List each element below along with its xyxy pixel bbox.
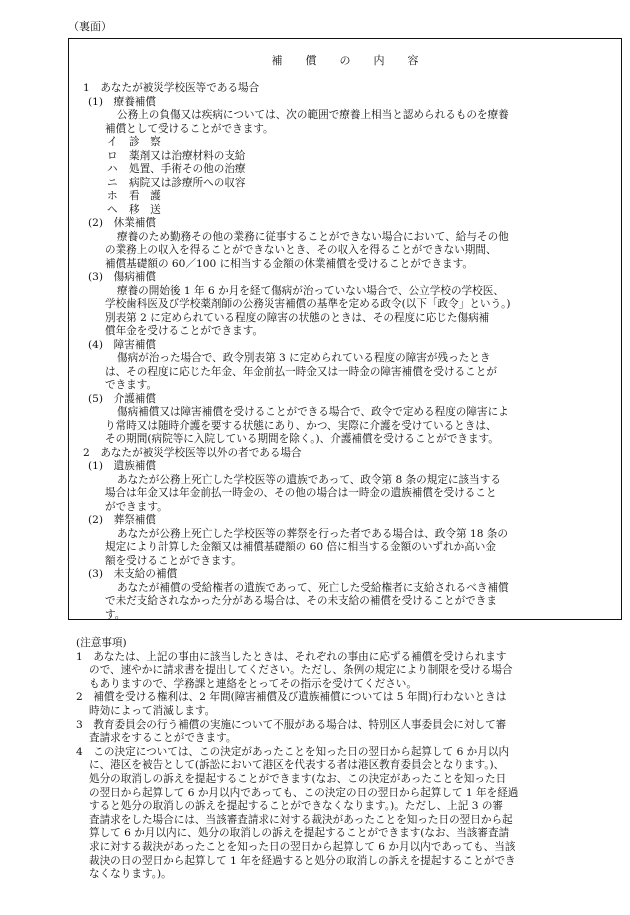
note-line: 3 教育委員会の行う補償の実施について不服がある場合は、特別区人事委員会に対して審 <box>76 718 507 731</box>
care-item-marker: イ <box>107 136 118 148</box>
subsection-text-line: できます。 <box>105 379 158 391</box>
care-item-marker: ホ <box>107 190 118 202</box>
subsection-text-line: 学校歯科医及び学校薬剤師の公務災害補償の基準を定める政令(以下「政令」という。) <box>105 298 511 310</box>
subsection-text-line: その期間(病院等に入院している期間を除く。)、介護補償を受けることができます。 <box>105 433 499 445</box>
note-line: ので、速やかに請求書を提出してください。ただし、条例の規定により制限を受ける場合 <box>89 664 513 677</box>
care-item-text: 移 送 <box>129 203 161 216</box>
subsection-heading: (3) 傷病補償 <box>88 271 156 283</box>
subsection-heading: (3) 未支給の補償 <box>88 568 178 580</box>
subsection-heading: (2) 休業補償 <box>88 217 156 229</box>
care-item-text: 診 察 <box>129 136 161 148</box>
subsection-text-line: 傷病補償又は障害補償を受けることができる場合で、政令で定める程度の障害によ <box>117 406 509 418</box>
subsection-heading: (2) 葬祭補償 <box>88 514 156 526</box>
note-line: 2 補償を受ける権利は、2 年間(障害補償及び遺族補償については 5 年間)行わないときは <box>76 691 507 704</box>
care-item-text: 看 護 <box>129 190 161 202</box>
note-line: 算して 6 か月以内に、処分の取消しの訴えを提起することができます(なお、当該審査請 <box>89 827 510 840</box>
care-item <box>83 190 613 204</box>
subsection-text-line: 補償として受けることができます。 <box>105 122 274 135</box>
page-side-label: （裏面） <box>68 20 112 33</box>
subsection-text-line: 傷病が治った場合で、政令別表第 3 に定められている程度の障害が残ったとき <box>117 352 491 364</box>
note-line: に、港区を被告として(訴訟において港区を代表する者は港区教育委員会となります。)、 <box>89 759 505 772</box>
care-item-text: 処置、手術その他の治療 <box>129 163 246 175</box>
section-heading: 1 あなたが被災学校医等である場合 <box>83 82 260 94</box>
care-item <box>83 163 613 177</box>
subsection-text-line: ができます。 <box>105 500 168 513</box>
subsection-text-line: あなたが公務上死亡した学校医等の遺族であって、政令第 8 条の規定に該当する <box>117 473 501 486</box>
subsection-heading: (1) 療養補償 <box>88 95 156 108</box>
subsection-text-line: 償年金を受けることができます。 <box>105 325 264 337</box>
subsection-text-line: で未だ支給されなかった分がある場合は、その未支給の補償を受けることができま <box>105 595 497 607</box>
care-item-text: 薬剤又は治療材料の支給 <box>129 149 246 162</box>
care-item-marker: ロ <box>107 149 118 162</box>
note-line: 査請求をした場合には、当該審査請求に対する裁決があったことを知った日の翌日から起 <box>89 813 513 826</box>
subsection-text-line: 場合は年金又は年金前払一時金の、その他の場合は一時金の遺族補償を受けること <box>105 487 497 499</box>
note-line: 処分の取消しの訴えを提起することができます(なお、この決定があったことを知った日 <box>89 772 507 785</box>
care-item-marker: ヘ <box>107 203 118 216</box>
subsection-text-line: あなたが補償の受給権者の遺族であって、死亡した受給権者に支給されるべき補償 <box>117 581 509 594</box>
care-item <box>83 204 613 218</box>
compensation-content-box <box>68 38 622 620</box>
note-line: 裁決の日の翌日から起算して 1 年を経過すると処分の取消しの訴えを提起することができ <box>89 854 516 867</box>
note-line: なくなります。)。 <box>89 868 172 881</box>
subsection-text-line: 額を受けることができます。 <box>105 554 242 567</box>
subsection-text-line: す。 <box>105 608 126 621</box>
note-line: 査請求をすることができます。 <box>89 732 237 745</box>
note-line: の翌日から起算して 6 か月以内であっても、この決定の日の翌日から起算して 1 年を経過 <box>89 786 519 799</box>
subsection-text-line: 補償基礎額の 60／100 に相当する金額の休業補償を受けることができます。 <box>105 257 473 270</box>
compensation-sections <box>83 82 613 622</box>
subsection-text-line: の業務上の収入を得ることができないとき、その収入を得ることができない期間、 <box>105 244 497 256</box>
care-item <box>83 150 613 164</box>
subsection-text-line: 規定により計算した金額又は補償基礎額の 60 倍に相当する金額のいずれか高い金 <box>105 541 496 553</box>
section-heading: 2 あなたが被災学校医等以外の者である場合 <box>83 446 302 459</box>
notes-heading: (注意事項) <box>76 637 127 649</box>
subsection-heading: (5) 介護補償 <box>88 392 156 405</box>
care-item-marker: ニ <box>107 176 118 189</box>
subsection-text-line: あなたが公務上死亡した学校医等の葬祭を行った者である場合は、政令第 18 条の <box>117 527 508 540</box>
note-line: 求に対する裁決があったことを知った日の翌日から起算して 6 か月以内であっても、当該 <box>89 840 516 853</box>
note-line: もありますので、学務課と連絡をとってその指示を受けてください。 <box>89 677 417 690</box>
care-item <box>83 177 613 191</box>
subsection-text-line: 別表第 2 に定められている程度の障害の状態のときは、その程度に応じた傷病補 <box>105 311 490 324</box>
note-line: 1 あなたは、上記の事由に該当したときは、それぞれの事由に応ずる補償を受けられます <box>76 650 507 663</box>
box-title: 補償の内容 <box>271 54 442 67</box>
notes-section <box>76 637 622 882</box>
subsection-text-line: 療養の開始後 1 年 6 か月を経て傷病が治っていない場合で、公立学校の学校医、 <box>117 284 504 297</box>
subsection-text-line: 療養のため勤務その他の業務に従事することができない場合において、給与その他 <box>117 230 509 243</box>
note-line: 時効によって消滅します。 <box>89 704 216 717</box>
note-line: 4 この決定については、この決定があったことを知った日の翌日から起算して 6 か月以内 <box>76 745 510 758</box>
subsection-text-line: り常時又は随時介護を要する状態にあり、かつ、実際に介護を受けているときは、 <box>105 419 497 432</box>
care-item-text: 病院又は診療所への収容 <box>129 176 246 189</box>
care-item-marker: ハ <box>107 163 118 175</box>
subsection-heading: (1) 遺族補償 <box>88 460 156 472</box>
subsection-text-line: 公務上の負傷又は疾病については、次の範囲で療養上相当と認められるものを療養 <box>117 109 509 121</box>
subsection-text-line: は、その程度に応じた年金、年金前払一時金又は一時金の障害補償を受けることが <box>105 365 497 378</box>
subsection-heading: (4) 障害補償 <box>88 338 156 351</box>
note-line: すると処分の取消しの訴えを提起することができなくなります。)。ただし、上記 3 の審 <box>89 800 504 813</box>
care-item <box>83 136 613 150</box>
